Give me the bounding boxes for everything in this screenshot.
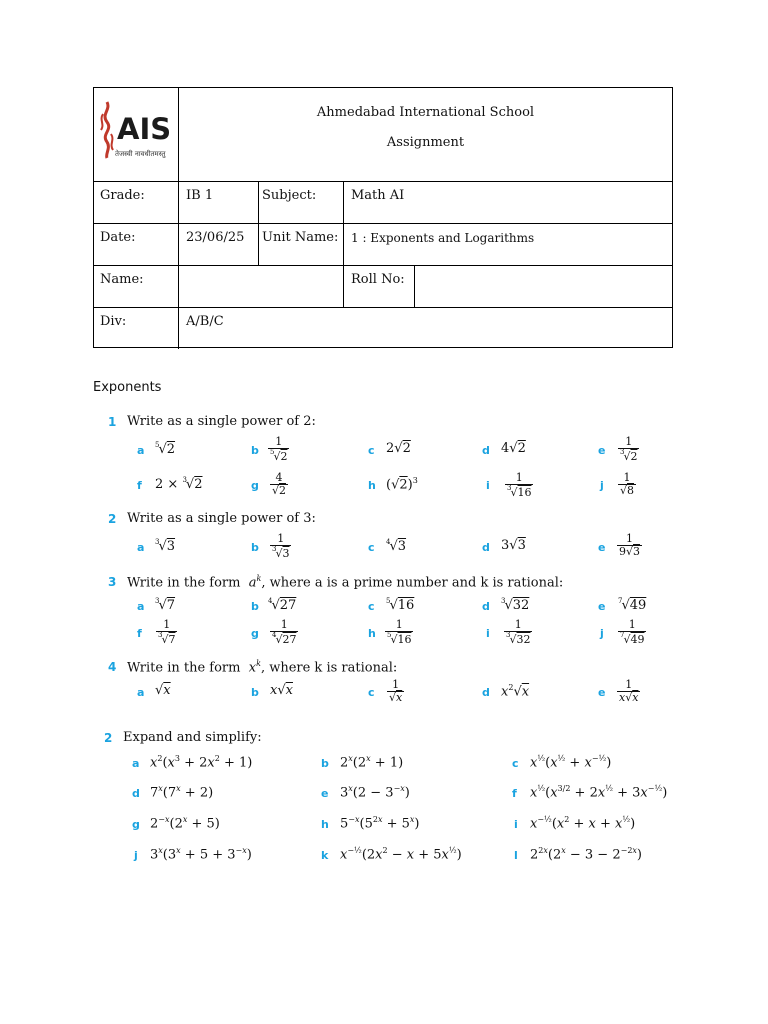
q1f: 2 × $^3$√2 (155, 476, 203, 492)
grade-value: IB 1 (186, 188, 214, 203)
q1-number: 1 (108, 415, 117, 429)
label-i: i (486, 627, 490, 640)
flame-icon (97, 100, 117, 160)
school-name: Ahmedabad International School (316, 105, 535, 120)
document-type: Assignment (386, 135, 465, 150)
q4-number: 4 (108, 660, 117, 674)
label-c: c (368, 600, 375, 613)
label-h: h (368, 627, 376, 640)
e-k: $x^{-\frac{1}{2}}(2x^2 - x + 5x^{\frac{1}{2}})$ (340, 846, 462, 863)
q3g: $\frac{1}{^4√27}$ (272, 618, 297, 646)
q1e: $\frac{1}{^3√2}$ (620, 435, 638, 463)
q1b: $\frac{1}{^5√2}$ (270, 435, 288, 463)
label-g: g (251, 479, 259, 492)
q2c: $^4$√3 (386, 538, 407, 554)
q4e: $\frac{1}{x√x}$ (619, 678, 639, 704)
q1i: $\frac{1}{^3√16}$ (507, 471, 532, 499)
label-l: l (514, 849, 518, 862)
q1g: $\frac{4}{√2}$ (272, 471, 287, 497)
school-logo (97, 98, 177, 168)
logo-text: AIS (117, 112, 172, 146)
q3h: $\frac{1}{^5√16}$ (387, 618, 412, 646)
subject-label: Subject: (262, 188, 317, 203)
e-d: $7^x(7^x + 2)$ (150, 784, 214, 801)
name-label: Name: (100, 272, 144, 287)
label-i: i (514, 818, 518, 831)
q4d: $x^2√x$ (501, 683, 530, 700)
div-value: A/B/C (186, 314, 224, 329)
q2-number: 2 (108, 512, 117, 526)
q1-text: Write as a single power of 2: (127, 414, 316, 429)
section-title: Exponents (93, 380, 162, 395)
q1j: $\frac{1}{√8}$ (620, 471, 635, 497)
e-c: $x^{\frac{1}{2}}(x^{\frac{1}{2}} + x^{-\frac{1}{2}})$ (530, 754, 612, 771)
label-d: d (482, 600, 490, 613)
label-d: d (482, 444, 490, 457)
q3e: $^7$√49 (618, 597, 647, 613)
e-l: $2^{2x}(2^x - 3 - 2^{-2x})$ (530, 846, 642, 863)
label-b: b (251, 686, 259, 699)
label-f: f (137, 627, 142, 640)
q5-text: Expand and simplify: (123, 730, 262, 745)
grade-label: Grade: (100, 188, 145, 203)
q1d: 4√2 (501, 441, 526, 456)
q5-number: 2 (104, 731, 113, 745)
date-value: 23/06/25 (186, 230, 245, 245)
q1h: $(√2)^3$ (386, 476, 418, 493)
e-g: $2^{-x}(2^x + 5)$ (150, 815, 220, 832)
label-j: j (134, 849, 138, 862)
q2b: $\frac{1}{^3√3}$ (272, 532, 290, 560)
q3d: $^3$√32 (501, 597, 530, 613)
label-a: a (137, 444, 145, 457)
label-h: h (321, 818, 329, 831)
label-d: d (132, 787, 140, 800)
label-c: c (368, 541, 375, 554)
label-a: a (137, 686, 145, 699)
q3a: $^3$√7 (155, 597, 176, 613)
q2a: $^3$√3 (155, 538, 176, 554)
q3i: $\frac{1}{^3√32}$ (506, 618, 531, 646)
e-j: $3^x(3^x + 5 + 3^{-x})$ (150, 846, 252, 863)
label-g: g (251, 627, 259, 640)
label-b: b (251, 444, 259, 457)
e-b: $2^x(2^x + 1)$ (340, 754, 404, 771)
subject-value: Math AI (351, 188, 405, 203)
label-e: e (598, 686, 606, 699)
label-c: c (368, 444, 375, 457)
label-e: e (598, 600, 606, 613)
q1c: 2√2 (386, 441, 411, 456)
q4c: $\frac{1}{√x}$ (389, 678, 403, 704)
label-f: f (137, 479, 142, 492)
label-d: d (482, 686, 490, 699)
q3-number: 3 (108, 575, 117, 589)
q1a: $^5$√2 (155, 441, 176, 457)
label-h: h (368, 479, 376, 492)
q4-text: Write in the form $x^k$, where k is rational: (127, 659, 398, 676)
e-f: $x^{\frac{1}{2}}(x^{3/2} + 2x^{\frac{1}{2}} + 3x^{-\frac{1}{2}})$ (530, 784, 668, 801)
q2-text: Write as a single power of 3: (127, 511, 316, 526)
date-label: Date: (100, 230, 136, 245)
unit-value: 1 : Exponents and Logarithms (351, 231, 535, 245)
e-i: $x^{-\frac{1}{2}}(x^2 + x + x^{\frac{1}{2}})$ (530, 815, 636, 832)
roll-label: Roll No: (351, 272, 405, 287)
label-b: b (251, 541, 259, 554)
label-d: d (482, 541, 490, 554)
label-b: b (321, 757, 329, 770)
label-a: a (137, 541, 145, 554)
q2d: 3√3 (501, 538, 526, 553)
q3j: $\frac{1}{^7√49}$ (620, 618, 645, 646)
label-j: j (600, 627, 604, 640)
label-a: a (132, 757, 140, 770)
q2e: $\frac{1}{9√3}$ (619, 532, 641, 558)
e-a: $x^2(x^3 + 2x^2 + 1)$ (150, 754, 253, 771)
e-h: $5^{-x}(5^{2x} + 5^x)$ (340, 815, 420, 832)
q3-text: Write in the form $a^k$, where a is a prime number and k is rational: (127, 574, 564, 591)
label-g: g (132, 818, 140, 831)
label-k: k (321, 849, 329, 862)
label-c: c (368, 686, 375, 699)
label-i: i (486, 479, 490, 492)
label-e: e (598, 541, 606, 554)
label-c: c (512, 757, 519, 770)
q4b: x√x (270, 683, 293, 698)
q3b: $^4$√27 (268, 597, 297, 613)
q4a: √x (155, 683, 171, 698)
label-e: e (598, 444, 606, 457)
label-a: a (137, 600, 145, 613)
label-j: j (600, 479, 604, 492)
label-f: f (512, 787, 517, 800)
e-e: $3^x(2 - 3^{-x})$ (340, 784, 410, 801)
q3f: $\frac{1}{^3√7}$ (158, 618, 176, 646)
q3c: $^5$√16 (386, 597, 415, 613)
header-table (93, 87, 673, 348)
logo-tagline: तेजस्वी नावधीतमस्तु (115, 150, 166, 158)
div-label: Div: (100, 314, 127, 329)
label-b: b (251, 600, 259, 613)
label-e: e (321, 787, 329, 800)
unit-label: Unit Name: (262, 230, 339, 245)
